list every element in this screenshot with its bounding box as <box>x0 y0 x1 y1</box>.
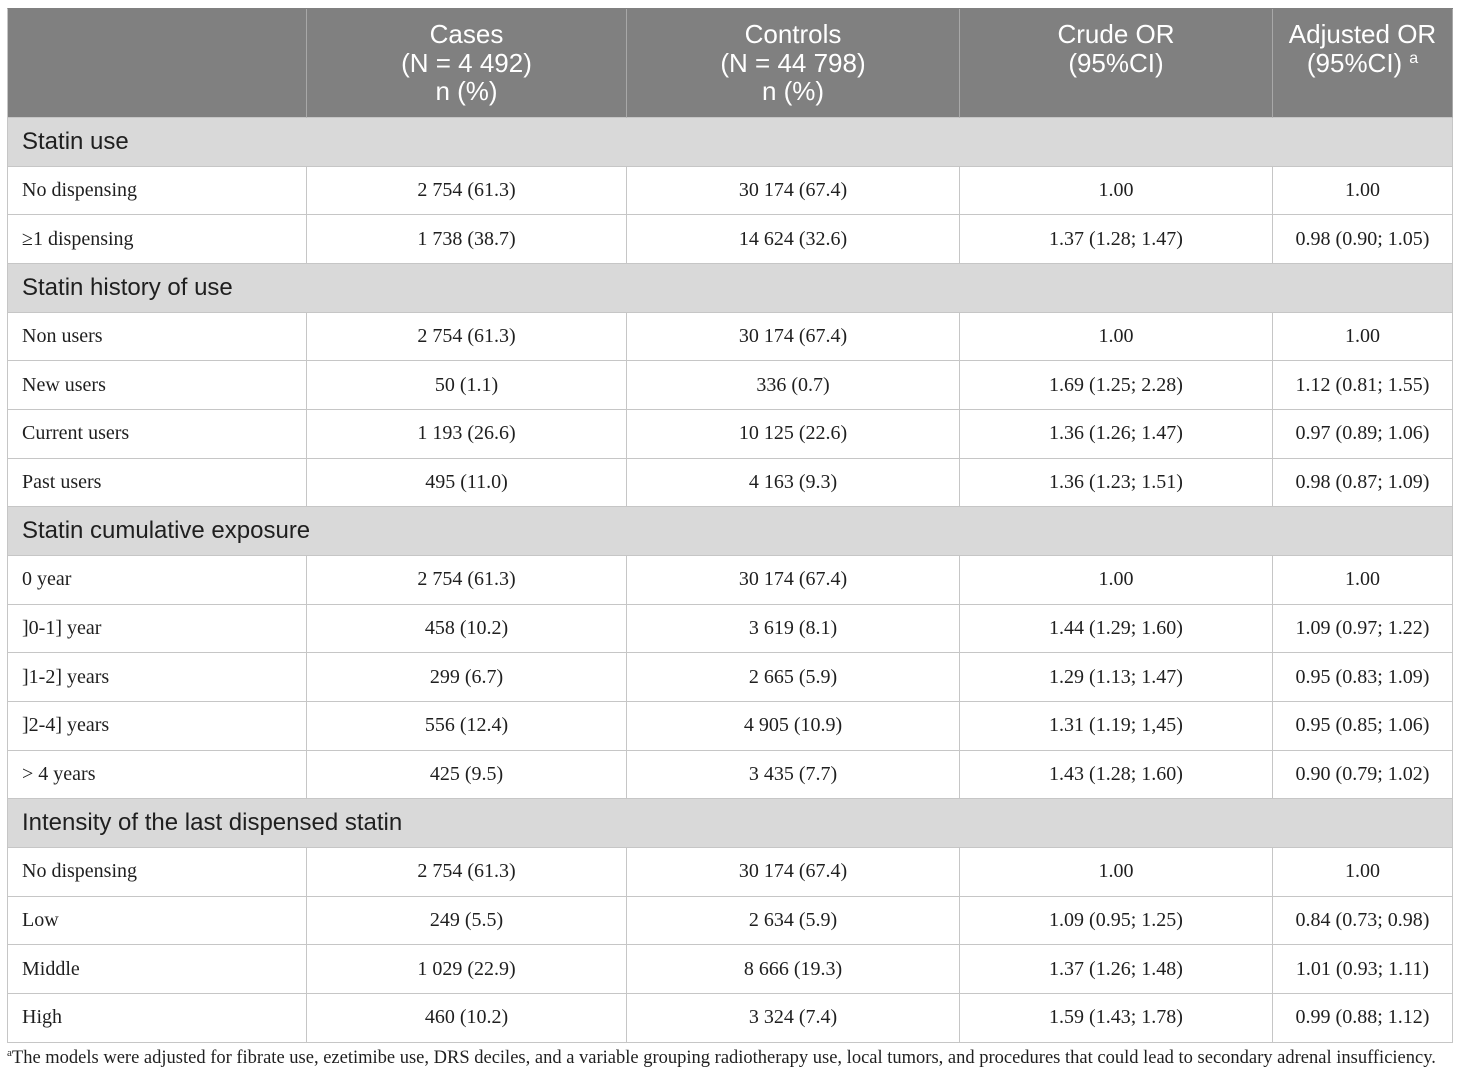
header-line <box>1273 49 1452 78</box>
row-label: Low <box>8 897 307 946</box>
crude-or-cell: 1.31 (1.19; 1,45) <box>960 702 1273 751</box>
crude-or-cell: 1.00 <box>960 167 1273 216</box>
section-title: Statin history of use <box>8 264 1453 313</box>
controls-cell: 2 634 (5.9) <box>627 897 960 946</box>
header-cases <box>307 9 627 118</box>
footnote-text: The models were adjusted for fibrate use, ezetimibe use, DRS deciles, and a variable grouping radiotherapy use, local tumors, and procedures that could lead to secondary adrenal insufficiency. <box>11 1048 1436 1068</box>
table-row <box>8 167 1453 216</box>
table-row <box>8 897 1453 946</box>
cases-cell: 299 (6.7) <box>307 653 627 702</box>
table-row <box>8 556 1453 605</box>
controls-cell: 3 435 (7.7) <box>627 751 960 800</box>
row-label: Middle <box>8 945 307 994</box>
adjusted-or-cell: 0.98 (0.90; 1.05) <box>1273 215 1453 264</box>
header-line-text: (95%CI) <box>1306 47 1403 78</box>
cases-cell: 458 (10.2) <box>307 605 627 654</box>
row-label: Non users <box>8 313 307 362</box>
adjusted-or-cell: 1.00 <box>1273 556 1453 605</box>
crude-or-cell: 1.00 <box>960 848 1273 897</box>
cases-cell: 2 754 (61.3) <box>307 848 627 897</box>
row-label: ]2-4] years <box>8 702 307 751</box>
table-row <box>8 702 1453 751</box>
footnote-marker: a <box>7 1047 12 1059</box>
cases-cell: 1 738 (38.7) <box>307 215 627 264</box>
adjusted-or-cell: 0.99 (0.88; 1.12) <box>1273 994 1453 1043</box>
row-label: ]1-2] years <box>8 653 307 702</box>
header-line: Controls <box>744 19 842 49</box>
crude-or-cell: 1.69 (1.25; 2.28) <box>960 361 1273 410</box>
adjusted-or-cell: 0.97 (0.89; 1.06) <box>1273 410 1453 459</box>
adjusted-or-cell: 1.01 (0.93; 1.11) <box>1273 945 1453 994</box>
adjusted-or-cell: 0.84 (0.73; 0.98) <box>1273 897 1453 946</box>
crude-or-cell: 1.37 (1.28; 1.47) <box>960 215 1273 264</box>
section-header-intensity <box>8 799 1453 848</box>
table-row <box>8 410 1453 459</box>
crude-or-cell: 1.00 <box>960 556 1273 605</box>
row-label: No dispensing <box>8 167 307 216</box>
header-crude-or <box>960 9 1273 118</box>
controls-cell: 30 174 (67.4) <box>627 848 960 897</box>
crude-or-cell: 1.44 (1.29; 1.60) <box>960 605 1273 654</box>
header-line: Cases <box>429 19 504 49</box>
controls-cell: 14 624 (32.6) <box>627 215 960 264</box>
cases-cell: 460 (10.2) <box>307 994 627 1043</box>
crude-or-cell: 1.37 (1.26; 1.48) <box>960 945 1273 994</box>
controls-cell: 30 174 (67.4) <box>627 313 960 362</box>
cases-cell: 1 193 (26.6) <box>307 410 627 459</box>
cases-cell: 2 754 (61.3) <box>307 313 627 362</box>
controls-cell: 30 174 (67.4) <box>627 556 960 605</box>
adjusted-or-cell: 1.00 <box>1273 167 1453 216</box>
adjusted-or-cell: 0.95 (0.83; 1.09) <box>1273 653 1453 702</box>
cases-cell: 249 (5.5) <box>307 897 627 946</box>
controls-cell: 8 666 (19.3) <box>627 945 960 994</box>
controls-cell: 3 619 (8.1) <box>627 605 960 654</box>
header-line: n (%) <box>435 76 498 106</box>
controls-cell: 2 665 (5.9) <box>627 653 960 702</box>
table-row <box>8 653 1453 702</box>
table-row <box>8 459 1453 508</box>
controls-cell: 4 905 (10.9) <box>627 702 960 751</box>
crude-or-cell: 1.00 <box>960 313 1273 362</box>
crude-or-cell: 1.36 (1.26; 1.47) <box>960 410 1273 459</box>
adjusted-or-cell: 1.12 (0.81; 1.55) <box>1273 361 1453 410</box>
table-row <box>8 605 1453 654</box>
section-header-statin-use <box>8 118 1453 167</box>
results-table <box>7 8 1453 1043</box>
table-row <box>8 361 1453 410</box>
cases-cell: 50 (1.1) <box>307 361 627 410</box>
header-line: Crude OR <box>1057 19 1175 49</box>
row-label: New users <box>8 361 307 410</box>
crude-or-cell: 1.36 (1.23; 1.51) <box>960 459 1273 508</box>
table-row <box>8 751 1453 800</box>
cases-cell: 2 754 (61.3) <box>307 556 627 605</box>
cases-cell: 1 029 (22.9) <box>307 945 627 994</box>
section-title: Statin use <box>8 118 1453 167</box>
footnote-marker: a <box>1409 49 1419 67</box>
cases-cell: 425 (9.5) <box>307 751 627 800</box>
adjusted-or-cell: 0.90 (0.79; 1.02) <box>1273 751 1453 800</box>
table-row <box>8 945 1453 994</box>
table-row <box>8 994 1453 1043</box>
cases-cell: 2 754 (61.3) <box>307 167 627 216</box>
section-header-cumulative-exposure <box>8 507 1453 556</box>
header-line: n (%) <box>761 76 825 106</box>
controls-cell: 336 (0.7) <box>627 361 960 410</box>
header-controls <box>627 9 960 118</box>
controls-cell: 30 174 (67.4) <box>627 167 960 216</box>
crude-or-cell: 1.29 (1.13; 1.47) <box>960 653 1273 702</box>
crude-or-cell: 1.43 (1.28; 1.60) <box>960 751 1273 800</box>
row-label: > 4 years <box>8 751 307 800</box>
header-line: (95%CI) <box>1068 47 1164 78</box>
adjusted-or-cell: 1.00 <box>1273 313 1453 362</box>
controls-cell: 3 324 (7.4) <box>627 994 960 1043</box>
table-row <box>8 215 1453 264</box>
row-label: High <box>8 994 307 1043</box>
controls-cell: 10 125 (22.6) <box>627 410 960 459</box>
table-row <box>8 848 1453 897</box>
row-label: ]0-1] year <box>8 605 307 654</box>
header-adjusted-or <box>1273 9 1453 118</box>
section-title: Intensity of the last dispensed statin <box>8 799 1453 848</box>
adjusted-or-cell: 1.09 (0.97; 1.22) <box>1273 605 1453 654</box>
cases-cell: 495 (11.0) <box>307 459 627 508</box>
section-header-statin-history <box>8 264 1453 313</box>
table-footnote <box>7 1047 1436 1069</box>
crude-or-cell: 1.09 (0.95; 1.25) <box>960 897 1273 946</box>
row-label: Current users <box>8 410 307 459</box>
crude-or-cell: 1.59 (1.43; 1.78) <box>960 994 1273 1043</box>
header-line: (N = 4 492) <box>401 47 532 78</box>
controls-cell: 4 163 (9.3) <box>627 459 960 508</box>
row-label: 0 year <box>8 556 307 605</box>
row-label: No dispensing <box>8 848 307 897</box>
header-empty-cell <box>8 9 307 118</box>
table-row <box>8 313 1453 362</box>
adjusted-or-cell: 0.95 (0.85; 1.06) <box>1273 702 1453 751</box>
adjusted-or-cell: 1.00 <box>1273 848 1453 897</box>
header-row <box>8 9 1453 118</box>
header-line: (N = 44 798) <box>720 47 866 78</box>
section-title: Statin cumulative exposure <box>8 507 1453 556</box>
row-label: Past users <box>8 459 307 508</box>
cases-cell: 556 (12.4) <box>307 702 627 751</box>
row-label: ≥1 dispensing <box>8 215 307 264</box>
header-line: Adjusted OR <box>1288 19 1437 49</box>
adjusted-or-cell: 0.98 (0.87; 1.09) <box>1273 459 1453 508</box>
